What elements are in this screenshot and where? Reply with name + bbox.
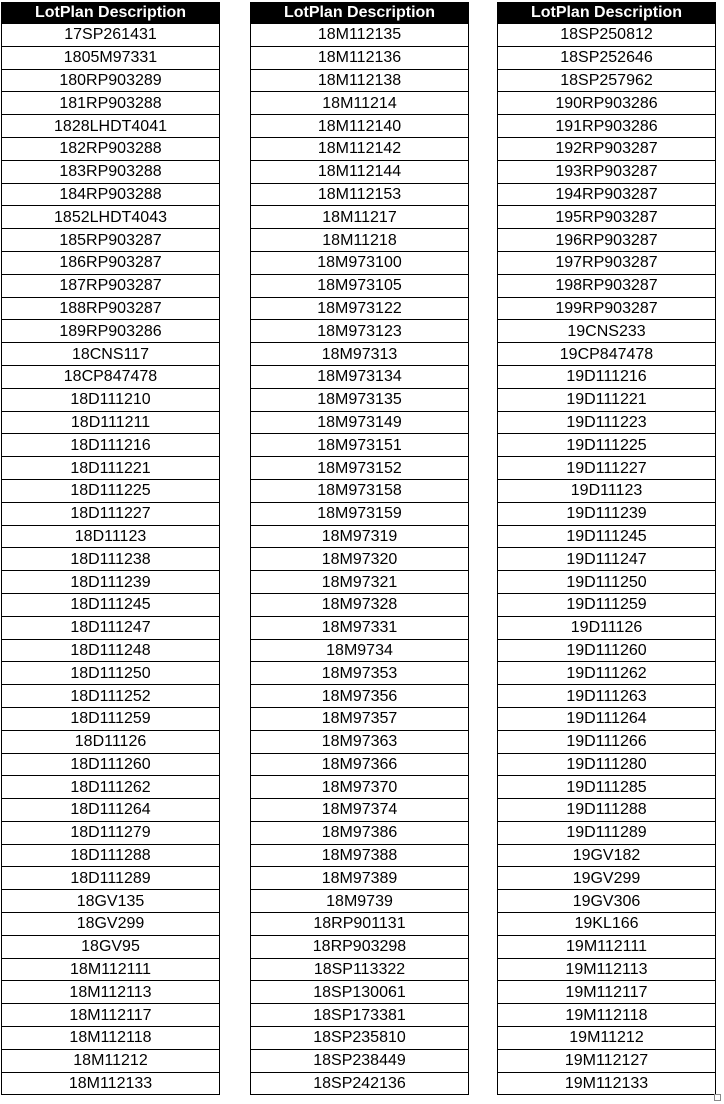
table-row: [2, 593, 220, 616]
table-row: [498, 343, 716, 366]
lotplan-cell[interactable]: 1852LHDT4043: [2, 206, 220, 229]
table-row: [251, 411, 469, 434]
lotplan-cell[interactable]: 18M97374: [251, 799, 469, 822]
lotplan-cell[interactable]: 18M97320: [251, 548, 469, 571]
lotplan-cell[interactable]: 19M112133: [498, 1072, 716, 1095]
lotplan-cell[interactable]: 19D111259: [498, 593, 716, 616]
lotplan-cell[interactable]: 18D111250: [2, 662, 220, 685]
table-row: [2, 274, 220, 297]
lotplan-cell[interactable]: 1828LHDT4041: [2, 115, 220, 138]
table-row: [251, 753, 469, 776]
lotplan-cell[interactable]: 19D111250: [498, 571, 716, 594]
table-row: [2, 730, 220, 753]
lotplan-cell[interactable]: 18M112118: [2, 1027, 220, 1050]
table-row: [498, 1004, 716, 1027]
table-row: [2, 206, 220, 229]
lotplan-cell[interactable]: 18M973123: [251, 320, 469, 343]
table-row: [498, 502, 716, 525]
lotplan-cell[interactable]: 18M9734: [251, 639, 469, 662]
lotplan-table-2: [250, 2, 469, 1095]
table-row: [498, 799, 716, 822]
lotplan-cell[interactable]: 18SP130061: [251, 981, 469, 1004]
table-row: [2, 548, 220, 571]
table-row: [2, 46, 220, 69]
lotplan-cell[interactable]: 18M973151: [251, 434, 469, 457]
lotplan-cell[interactable]: 19D111225: [498, 434, 716, 457]
table-row: [2, 1004, 220, 1027]
lotplan-cell[interactable]: 18M112153: [251, 183, 469, 206]
column-header: LotPlan Description: [498, 3, 716, 24]
header-row: [2, 3, 220, 24]
table-row: [498, 183, 716, 206]
table-row: [251, 821, 469, 844]
lotplan-cell[interactable]: 18M11214: [251, 92, 469, 115]
lotplan-cell[interactable]: 18M973122: [251, 297, 469, 320]
lotplan-cell[interactable]: 181RP903288: [2, 92, 220, 115]
lotplan-table-1: [1, 2, 220, 1095]
lotplan-cell[interactable]: 18M97363: [251, 730, 469, 753]
header-row: [251, 3, 469, 24]
table-row: [251, 571, 469, 594]
table-row: [251, 69, 469, 92]
table-row: [2, 799, 220, 822]
lotplan-cell[interactable]: 18CP847478: [2, 365, 220, 388]
table-row: [498, 981, 716, 1004]
table-row: [498, 935, 716, 958]
lotplan-cell[interactable]: 18M97356: [251, 685, 469, 708]
table-row: [498, 69, 716, 92]
lotplan-cell[interactable]: 19D111288: [498, 799, 716, 822]
table-row: [251, 913, 469, 936]
lotplan-cell[interactable]: 191RP903286: [498, 115, 716, 138]
table-row: [251, 685, 469, 708]
table-row: [2, 707, 220, 730]
lotplan-cell[interactable]: 182RP903288: [2, 137, 220, 160]
lotplan-cell[interactable]: 18RP901131: [251, 913, 469, 936]
table-row: [251, 160, 469, 183]
column-header: LotPlan Description: [2, 3, 220, 24]
table-row: [2, 434, 220, 457]
table-row: [251, 251, 469, 274]
table-row: [2, 981, 220, 1004]
table-row: [251, 1004, 469, 1027]
lotplan-cell[interactable]: 19D111266: [498, 730, 716, 753]
lotplan-cell[interactable]: 19M112111: [498, 935, 716, 958]
table-row: [2, 479, 220, 502]
table-row: [251, 776, 469, 799]
lotplan-cell[interactable]: 18M112113: [2, 981, 220, 1004]
table-row: [251, 137, 469, 160]
table-row: [2, 365, 220, 388]
table-row: [251, 799, 469, 822]
table-row: [2, 297, 220, 320]
lotplan-cell[interactable]: 18M11212: [2, 1049, 220, 1072]
lotplan-cell[interactable]: 18M112111: [2, 958, 220, 981]
lotplan-cell[interactable]: 18M97389: [251, 867, 469, 890]
lotplan-cell[interactable]: 19M112118: [498, 1004, 716, 1027]
lotplan-cell[interactable]: 19CP847478: [498, 343, 716, 366]
table-row: [2, 913, 220, 936]
lotplan-cell[interactable]: 19D111260: [498, 639, 716, 662]
table-row: [498, 297, 716, 320]
lotplan-cell[interactable]: 18M112133: [2, 1072, 220, 1095]
lotplan-cell[interactable]: 199RP903287: [498, 297, 716, 320]
table-row: [2, 890, 220, 913]
table-row: [498, 685, 716, 708]
table-row: [2, 502, 220, 525]
table-row: [498, 160, 716, 183]
table-row: [251, 616, 469, 639]
table-row: [2, 662, 220, 685]
lotplan-cell[interactable]: 19D11123: [498, 479, 716, 502]
table-row: [498, 251, 716, 274]
lotplan-cell[interactable]: 18D111238: [2, 548, 220, 571]
table-row: [251, 730, 469, 753]
table-row: [498, 206, 716, 229]
lotplan-cell[interactable]: 198RP903287: [498, 274, 716, 297]
table-row: [251, 707, 469, 730]
table-row: [251, 274, 469, 297]
lotplan-cell[interactable]: 18M9739: [251, 890, 469, 913]
lotplan-cell[interactable]: 196RP903287: [498, 229, 716, 252]
lotplan-cell[interactable]: 18D111264: [2, 799, 220, 822]
lotplan-cell[interactable]: 18D111247: [2, 616, 220, 639]
lotplan-cell[interactable]: 18SP242136: [251, 1072, 469, 1095]
lotplan-cell[interactable]: 18M97366: [251, 753, 469, 776]
table-row: [251, 548, 469, 571]
lotplan-cell[interactable]: 19GV182: [498, 844, 716, 867]
lotplan-cell[interactable]: 19D111280: [498, 753, 716, 776]
lotplan-cell[interactable]: 183RP903288: [2, 160, 220, 183]
table-row: [251, 343, 469, 366]
table-row: [2, 320, 220, 343]
table-row: [2, 411, 220, 434]
table-row: [2, 251, 220, 274]
lotplan-cell[interactable]: 18M97313: [251, 343, 469, 366]
lotplan-cell[interactable]: 18GV135: [2, 890, 220, 913]
table-row: [251, 1049, 469, 1072]
table-row: [498, 274, 716, 297]
table-row: [2, 160, 220, 183]
lotplan-cell[interactable]: 18M112135: [251, 24, 469, 47]
lotplan-cell[interactable]: 18D11126: [2, 730, 220, 753]
resize-handle-icon[interactable]: [714, 1094, 721, 1101]
lotplan-cell[interactable]: 18D111245: [2, 593, 220, 616]
lotplan-cell[interactable]: 18M973158: [251, 479, 469, 502]
lotplan-cell[interactable]: 18M973100: [251, 251, 469, 274]
lotplan-cell[interactable]: 18D11123: [2, 525, 220, 548]
lotplan-cell[interactable]: 18M11217: [251, 206, 469, 229]
table-row: [2, 844, 220, 867]
table-row: [498, 434, 716, 457]
lotplan-cell[interactable]: 18M112138: [251, 69, 469, 92]
lotplan-cell[interactable]: 184RP903288: [2, 183, 220, 206]
lotplan-cell[interactable]: 18M97370: [251, 776, 469, 799]
table-row: [498, 137, 716, 160]
lotplan-table-3: [497, 2, 716, 1095]
table-row: [2, 639, 220, 662]
table-body: [2, 24, 220, 1095]
table-row: [2, 1027, 220, 1050]
table-row: [2, 958, 220, 981]
lotplan-cell[interactable]: 18D111221: [2, 457, 220, 480]
lotplan-cell[interactable]: 18D111279: [2, 821, 220, 844]
lotplan-cell[interactable]: 18M11218: [251, 229, 469, 252]
table-row: [251, 434, 469, 457]
lotplan-cell[interactable]: 18M973152: [251, 457, 469, 480]
table-row: [2, 616, 220, 639]
lotplan-cell[interactable]: 18D111260: [2, 753, 220, 776]
table-row: [498, 457, 716, 480]
table-row: [498, 662, 716, 685]
lotplan-cell[interactable]: 19D111262: [498, 662, 716, 685]
lotplan-cell[interactable]: 18M97388: [251, 844, 469, 867]
table-row: [498, 616, 716, 639]
lotplan-cell[interactable]: 18M97331: [251, 616, 469, 639]
lotplan-cell[interactable]: 18D111211: [2, 411, 220, 434]
lotplan-cell[interactable]: 18D111248: [2, 639, 220, 662]
lotplan-cell[interactable]: 18M97328: [251, 593, 469, 616]
lotplan-cell[interactable]: 18M112144: [251, 160, 469, 183]
lotplan-cell[interactable]: 19GV299: [498, 867, 716, 890]
lotplan-cell[interactable]: 18M97321: [251, 571, 469, 594]
table-row: [498, 707, 716, 730]
lotplan-cell[interactable]: 19D111223: [498, 411, 716, 434]
lotplan-cell[interactable]: 18SP235810: [251, 1027, 469, 1050]
lotplan-cell[interactable]: 19D111285: [498, 776, 716, 799]
table-row: [251, 662, 469, 685]
table-row: [251, 46, 469, 69]
table-row: [498, 229, 716, 252]
table-row: [251, 92, 469, 115]
lotplan-cell[interactable]: 18M97353: [251, 662, 469, 685]
lotplan-cell[interactable]: 18D111252: [2, 685, 220, 708]
table-row: [2, 1049, 220, 1072]
table-row: [498, 821, 716, 844]
lotplan-cell[interactable]: 18M973105: [251, 274, 469, 297]
table-row: [2, 685, 220, 708]
lotplan-cell[interactable]: 19M112117: [498, 981, 716, 1004]
lotplan-cell[interactable]: 18M112142: [251, 137, 469, 160]
table-row: [2, 753, 220, 776]
lotplan-cell[interactable]: 18M973149: [251, 411, 469, 434]
table-row: [251, 297, 469, 320]
table-row: [2, 867, 220, 890]
table-row: [251, 958, 469, 981]
table-row: [2, 525, 220, 548]
lotplan-cell[interactable]: 18SP252646: [498, 46, 716, 69]
table-row: [2, 137, 220, 160]
table-row: [251, 229, 469, 252]
table-row: [251, 388, 469, 411]
table-row: [251, 1027, 469, 1050]
table-row: [2, 229, 220, 252]
lotplan-cell[interactable]: 19D111239: [498, 502, 716, 525]
lotplan-cell[interactable]: 18D111289: [2, 867, 220, 890]
lotplan-cell[interactable]: 19D111264: [498, 707, 716, 730]
table-row: [498, 24, 716, 47]
lotplan-cell[interactable]: 19M112127: [498, 1049, 716, 1072]
table-row: [251, 890, 469, 913]
lotplan-cell[interactable]: 18M97319: [251, 525, 469, 548]
table-row: [498, 844, 716, 867]
lotplan-cell[interactable]: 19D111263: [498, 685, 716, 708]
table-row: [2, 69, 220, 92]
table-row: [498, 388, 716, 411]
lotplan-cell[interactable]: 18M112117: [2, 1004, 220, 1027]
lotplan-cell[interactable]: 19M112113: [498, 958, 716, 981]
lotplan-cell[interactable]: 17SP261431: [2, 24, 220, 47]
lotplan-cell[interactable]: 18M112140: [251, 115, 469, 138]
lotplan-cell[interactable]: 186RP903287: [2, 251, 220, 274]
table-row: [498, 1049, 716, 1072]
table-row: [498, 1072, 716, 1095]
lotplan-cell[interactable]: 18SP257962: [498, 69, 716, 92]
lotplan-cell[interactable]: 189RP903286: [2, 320, 220, 343]
table-row: [498, 776, 716, 799]
table-row: [2, 776, 220, 799]
table-row: [251, 1072, 469, 1095]
lotplan-cell[interactable]: 18D111210: [2, 388, 220, 411]
table-row: [251, 593, 469, 616]
lotplan-cell[interactable]: 18M112136: [251, 46, 469, 69]
table-row: [251, 502, 469, 525]
lotplan-cell[interactable]: 18D111262: [2, 776, 220, 799]
table-row: [2, 24, 220, 47]
table-row: [2, 92, 220, 115]
table-row: [251, 867, 469, 890]
lotplan-cell[interactable]: 18D111259: [2, 707, 220, 730]
table-row: [251, 115, 469, 138]
table-row: [498, 913, 716, 936]
table-row: [251, 935, 469, 958]
lotplan-cell[interactable]: 19GV306: [498, 890, 716, 913]
table-row: [251, 320, 469, 343]
table-row: [498, 115, 716, 138]
lotplan-cell[interactable]: 187RP903287: [2, 274, 220, 297]
table-row: [251, 24, 469, 47]
table-row: [498, 479, 716, 502]
lotplan-cell[interactable]: 19CNS233: [498, 320, 716, 343]
header-row: [498, 3, 716, 24]
table-row: [498, 890, 716, 913]
table-row: [498, 1027, 716, 1050]
column-header: LotPlan Description: [251, 3, 469, 24]
table-row: [498, 411, 716, 434]
table-row: [498, 958, 716, 981]
table-row: [498, 639, 716, 662]
lotplan-cell[interactable]: 19M11212: [498, 1027, 716, 1050]
lotplan-cell[interactable]: 19D111221: [498, 388, 716, 411]
lotplan-cell[interactable]: 195RP903287: [498, 206, 716, 229]
table-row: [498, 593, 716, 616]
table-row: [498, 571, 716, 594]
lotplan-cell[interactable]: 18SP250812: [498, 24, 716, 47]
table-row: [498, 46, 716, 69]
table-row: [251, 844, 469, 867]
lotplan-cell[interactable]: 180RP903289: [2, 69, 220, 92]
lotplan-cell[interactable]: 18SP113322: [251, 958, 469, 981]
lotplan-cell[interactable]: 19D11126: [498, 616, 716, 639]
table-body: [498, 24, 716, 1095]
lotplan-cell[interactable]: 19D111289: [498, 821, 716, 844]
table-row: [2, 821, 220, 844]
table-row: [2, 343, 220, 366]
lotplan-cell[interactable]: 18GV299: [2, 913, 220, 936]
table-row: [251, 639, 469, 662]
table-row: [498, 548, 716, 571]
lotplan-cell[interactable]: 19D111247: [498, 548, 716, 571]
table-row: [2, 571, 220, 594]
lotplan-cell[interactable]: 188RP903287: [2, 297, 220, 320]
table-row: [498, 525, 716, 548]
table-row: [251, 206, 469, 229]
lotplan-cell[interactable]: 18M97357: [251, 707, 469, 730]
lotplan-cell[interactable]: 193RP903287: [498, 160, 716, 183]
lotplan-cell[interactable]: 18M97386: [251, 821, 469, 844]
lotplan-cell[interactable]: 185RP903287: [2, 229, 220, 252]
lotplan-cell[interactable]: 19D111245: [498, 525, 716, 548]
table-row: [2, 388, 220, 411]
lotplan-cell[interactable]: 19KL166: [498, 913, 716, 936]
table-row: [251, 525, 469, 548]
table-row: [2, 1072, 220, 1095]
lotplan-cell[interactable]: 18GV95: [2, 935, 220, 958]
lotplan-cell[interactable]: 18M973159: [251, 502, 469, 525]
lotplan-cell[interactable]: 18D111216: [2, 434, 220, 457]
table-row: [498, 320, 716, 343]
lotplan-cell[interactable]: 19D111227: [498, 457, 716, 480]
table-row: [2, 183, 220, 206]
table-row: [251, 479, 469, 502]
lotplan-cell[interactable]: 18D111227: [2, 502, 220, 525]
lotplan-cell[interactable]: 194RP903287: [498, 183, 716, 206]
lotplan-cell[interactable]: 18CNS117: [2, 343, 220, 366]
lotplan-cell[interactable]: 18D111239: [2, 571, 220, 594]
table-row: [2, 935, 220, 958]
lotplan-cell[interactable]: 197RP903287: [498, 251, 716, 274]
table-row: [251, 365, 469, 388]
lotplan-cell[interactable]: 18D111288: [2, 844, 220, 867]
table-row: [498, 867, 716, 890]
lotplan-cell[interactable]: 18RP903298: [251, 935, 469, 958]
table-body: [251, 24, 469, 1095]
table-row: [498, 753, 716, 776]
table-row: [2, 457, 220, 480]
table-row: [498, 730, 716, 753]
lotplan-cell[interactable]: 18SP173381: [251, 1004, 469, 1027]
lotplan-cell[interactable]: 18SP238449: [251, 1049, 469, 1072]
lotplan-cell[interactable]: 1805M97331: [2, 46, 220, 69]
table-row: [251, 981, 469, 1004]
table-row: [498, 365, 716, 388]
lotplan-cell[interactable]: 190RP903286: [498, 92, 716, 115]
lotplan-cell[interactable]: 18D111225: [2, 479, 220, 502]
table-row: [2, 115, 220, 138]
lotplan-cell[interactable]: 19D111216: [498, 365, 716, 388]
table-row: [498, 92, 716, 115]
lotplan-cell[interactable]: 18M973134: [251, 365, 469, 388]
table-row: [251, 183, 469, 206]
lotplan-cell[interactable]: 18M973135: [251, 388, 469, 411]
lotplan-cell[interactable]: 192RP903287: [498, 137, 716, 160]
table-row: [251, 457, 469, 480]
